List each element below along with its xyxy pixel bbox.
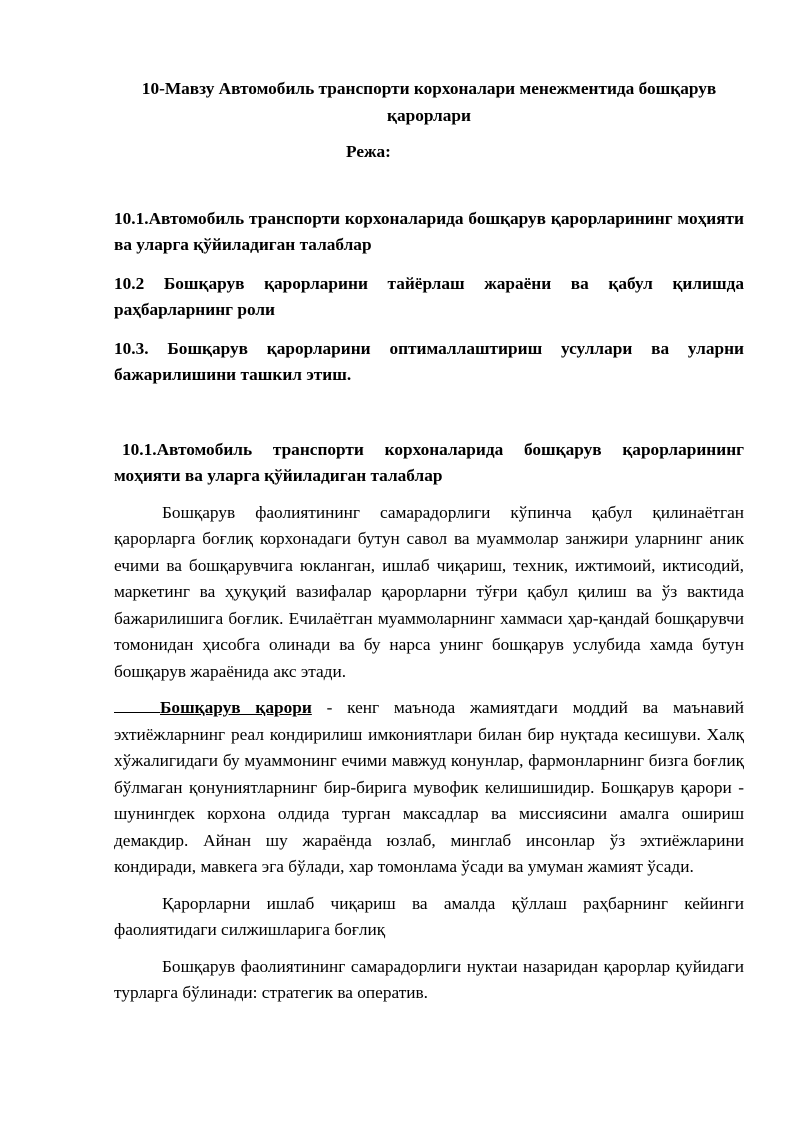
section-heading <box>114 437 744 490</box>
paragraph-1: Бошқарув фаолиятининг самарадорлиги кўпинча қабул қилинаётган қарорларга боғлиқ корхонадаги бутун савол ва муаммолар занжири уларнинг аник ечими ва бошқарувчига юкланган, ишлаб чиқариш, техник, ижтимоий, иктисодий, маркетинг ва ҳуқуқий вазифалар қарорларни тўғри қабул қилиш ва ўз вактида бажарилишига боғлик. Ечилаётган муаммоларнинг хаммаси ҳар-қандай бошқарувчи томонидан ҳисобга олинади ва бу нарса унинг бошқарув услубида хамда бутун бошқарув жараёнида акс этади. <box>114 502 744 681</box>
toc-item-text: Автомобиль транспорти корхоналарида бошқарув қарорларининг моҳияти ва уларга қўйиладиган талаблар <box>114 208 744 254</box>
paragraph-3: Қарорларни ишлаб чиқариш ва амалда қўллаш раҳбарнинг кейинги фаолиятидаги силжишларига боғлиқ <box>114 893 744 939</box>
toc-item-text: Бошқарув қарорларини оптималлаштириш усуллари ва уларни бажарилишини ташкил этиш. <box>114 338 744 384</box>
toc-item-number: 10.1. <box>114 208 149 228</box>
paragraph-4: Бошқарув фаолиятининг самарадорлиги нуктаи назаридан қарорлар қуйидаги турларга бўлинади: стратегик ва оператив. <box>114 956 744 1002</box>
document-title: 10-Мавзу Автомобиль транспорти корхоналари менежментида бошқарув қарорлари <box>141 79 717 125</box>
toc-item-1 <box>114 206 744 259</box>
term-definition: Бошқарув қарори <box>160 698 312 717</box>
toc-item-number: 10.2 <box>114 273 145 293</box>
section-number: 10.1. <box>122 439 157 459</box>
underline-gap <box>114 711 160 713</box>
table-of-contents <box>114 206 744 389</box>
paragraph-2 <box>114 695 744 881</box>
plan-label: Режа: <box>346 142 391 161</box>
toc-item-3 <box>114 336 744 389</box>
toc-item-text: Бошқарув қарорларини тайёрлаш жараёни ва қабул қилишда раҳбарларнинг роли <box>114 273 744 319</box>
toc-item-2 <box>114 271 744 324</box>
paragraph-2-text: - кенг маънода жамиятдаги моддий ва маънавий эхтиёжларнинг реал кондирилиш имкониятлари билан бир нуқтада кесишуви. Халқ хўжалигидаги бу муаммонинг ечими мавжуд конунлар, фармонларнинг бизга боғлиқ бўлмаган қонуниятларнинг бир-бирига мувофик келишишидир. Бошқарув қарори - шунингдек корхона олдида турган максадлар ва миссиясини амалга ошириш демакдир. Айнан шу жараёнда юзлаб, минглаб инсонлар ўз эхтиёжларини кондиради, мавкега эга бўлади, хар томонлама ўсади ва умуман жамият ўсади. <box>114 698 744 876</box>
section-heading-text: Автомобиль транспорти корхоналарида бошқарув қарорларининг моҳияти ва уларга қўйиладиган талаблар <box>114 439 744 485</box>
toc-item-number: 10.3. <box>114 338 149 358</box>
document-page <box>114 76 744 1017</box>
